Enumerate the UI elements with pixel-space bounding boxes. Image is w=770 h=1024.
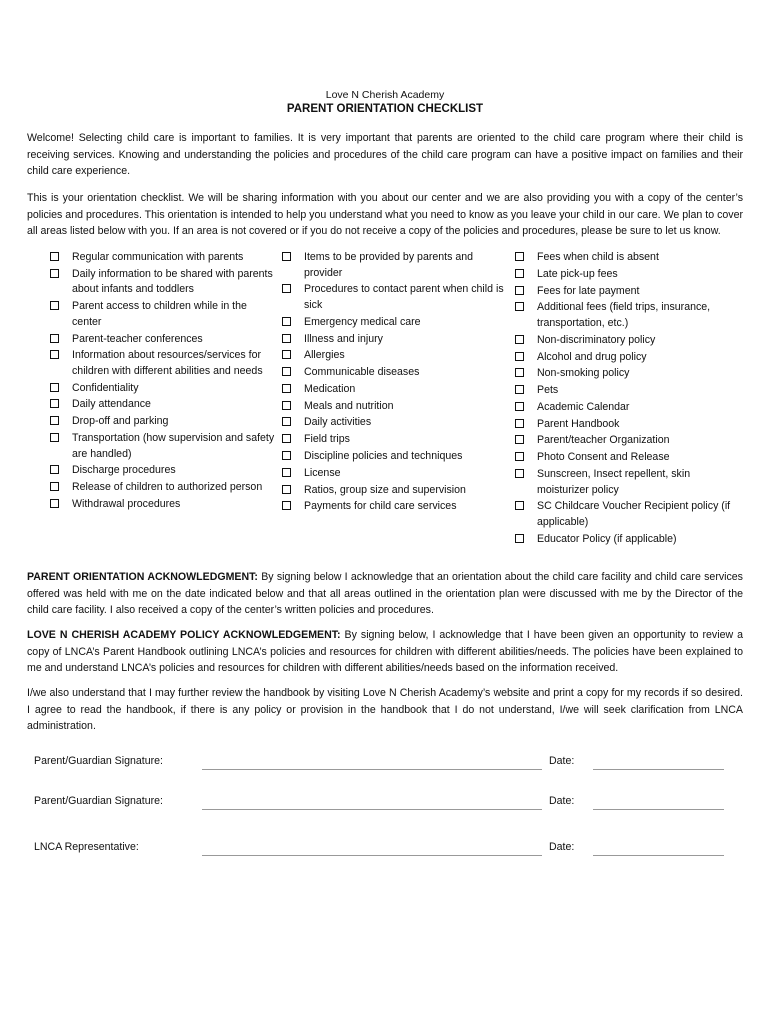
checklist-item[interactable] [282, 466, 507, 482]
orientation-acknowledgment [27, 569, 743, 619]
checklist-item[interactable] [282, 449, 507, 465]
checkbox[interactable] [515, 435, 524, 444]
checklist-item-label: Procedures to contact parent when child is sick [304, 283, 504, 311]
checklist-item-label: Payments for child care services [304, 500, 457, 513]
checkbox[interactable] [282, 367, 291, 376]
date-line[interactable] [593, 809, 724, 810]
checklist-item-label: Meals and nutrition [304, 399, 394, 412]
checklist-item-label: Communicable diseases [304, 366, 420, 379]
checklist-item-label: SC Childcare Voucher Recipient policy (if applicable) [537, 500, 731, 528]
checklist-item[interactable] [50, 332, 275, 348]
orientation-acknowledgment-text: By signing below I acknowledge that an orientation about the child care facility and child care services offered was held with me on the date indicated below and that all areas outlined in the orientation plan were discussed with me by the Director of the child care facility. I also received a copy of the center’s written policies and procedures. [27, 571, 743, 617]
checklist-item[interactable] [50, 299, 275, 330]
checkbox[interactable] [282, 451, 291, 460]
checklist-item-label: Withdrawal procedures [72, 497, 181, 510]
checkbox[interactable] [282, 350, 291, 359]
checkbox[interactable] [282, 485, 291, 494]
checkbox[interactable] [50, 433, 59, 442]
checkbox[interactable] [515, 252, 524, 261]
checkbox[interactable] [515, 452, 524, 461]
handbook-paragraph: I/we also understand that I may further review the handbook by visiting Love N Cherish Academy’s website and print a copy for my records if so desired. I agree to read the handbook, if there is any policy or provision in the handbook that I do not understand, I/we will seek clarification from LNCA administration. [27, 687, 743, 733]
date-label: Date: [549, 841, 575, 853]
checklist-item[interactable] [282, 315, 507, 331]
checklist-item[interactable] [50, 480, 275, 496]
checklist-intro-paragraph: This is your orientation checklist. We will be sharing information with you about our center and we are also providing you with a copy of the center’s policies and procedures. This orientation is intended to help you understand what you need to know as you leave your child in our care. We plan to cover all areas listed below with you. If an area is not covered or if you do not receive a copy of the policies and procedures, please be sure to let us know. [27, 192, 743, 238]
checkbox[interactable] [282, 468, 291, 477]
policy-acknowledgment [27, 627, 743, 677]
checklist-item-label: Late pick-up fees [537, 267, 618, 280]
checklist-item-label: Ratios, group size and supervision [304, 483, 466, 496]
checklist-item-label: Alcohol and drug policy [537, 350, 647, 363]
checklist-item[interactable] [282, 483, 507, 499]
checklist-item[interactable] [515, 433, 737, 449]
checklist-item-label: Illness and injury [304, 332, 383, 345]
checklist-item-label: Release of children to authorized person [72, 481, 263, 494]
checklist-item-label: Transportation (how supervision and safety are handled) [72, 432, 275, 460]
policy-acknowledgment-heading: LOVE N CHERISH ACADEMY POLICY ACKNOWLEDGEMENT: [27, 629, 341, 641]
checklist-item-label: Confidentiality [72, 381, 139, 394]
checkbox[interactable] [515, 469, 524, 478]
checkbox[interactable] [282, 317, 291, 326]
signature-row-parent-1 [34, 755, 734, 773]
signature-line[interactable] [202, 809, 542, 810]
checkbox[interactable] [50, 252, 59, 261]
checklist-item-label: Daily attendance [72, 398, 151, 411]
checklist-item-label: Regular communication with parents [72, 251, 244, 263]
checklist-item[interactable] [50, 463, 275, 479]
checklist-item[interactable] [515, 499, 737, 530]
checkbox[interactable] [515, 368, 524, 377]
checklist-column-2 [282, 250, 507, 516]
checkbox[interactable] [515, 302, 524, 311]
checkbox[interactable] [282, 417, 291, 426]
checklist-item[interactable] [515, 417, 737, 433]
checklist-item-label: Discharge procedures [72, 464, 176, 477]
checklist-item-label: Photo Consent and Release [537, 451, 670, 464]
checklist-item-label: Non-smoking policy [537, 367, 630, 380]
checklist-item[interactable] [282, 282, 507, 313]
checklist-item-label: Additional fees (field trips, insurance, transportation, etc.) [537, 301, 711, 329]
checklist-item-label: Allergies [304, 349, 345, 362]
checklist-item[interactable] [282, 399, 507, 415]
checklist-item[interactable] [515, 300, 737, 331]
checkbox[interactable] [50, 499, 59, 508]
checklist-column-3 [515, 250, 737, 549]
signature-label: LNCA Representative: [34, 841, 139, 853]
checklist-item-label: Medication [304, 382, 356, 395]
checklist-item-label: Fees when child is absent [537, 251, 659, 263]
checklist-item[interactable] [515, 267, 737, 283]
checkbox[interactable] [515, 352, 524, 361]
checklist-item[interactable] [515, 333, 737, 349]
checklist-item[interactable] [282, 332, 507, 348]
checkbox[interactable] [282, 501, 291, 510]
checklist-item[interactable] [515, 383, 737, 399]
checklist-item[interactable] [282, 250, 507, 281]
checklist-item[interactable] [515, 366, 737, 382]
signature-row-parent-2 [34, 795, 734, 813]
page-title: PARENT ORIENTATION CHECKLIST [286, 103, 484, 115]
checklist-item-label: Daily activities [304, 416, 372, 429]
policy-acknowledgment-text: By signing below, I acknowledge that I have been given an opportunity to review a copy of LNCA’s Parent Handbook outlining LNCA’s policies and resources for children with different abilities/needs. The policies have been explained to me and understand LNCA’s policies and resources for children with different abilities/needs based on the information received. [27, 629, 743, 675]
signature-line[interactable] [202, 769, 542, 770]
checkbox[interactable] [50, 301, 59, 310]
checkbox[interactable] [515, 286, 524, 295]
checklist-item-label: Daily information to be shared with parents about infants and toddlers [72, 267, 273, 296]
checklist-item-label: Parent access to children while in the center [72, 300, 247, 328]
checklist-item[interactable] [50, 431, 275, 462]
checkbox[interactable] [50, 399, 59, 408]
checklist-item[interactable] [50, 397, 275, 413]
checklist-item-label: Emergency medical care [304, 315, 421, 328]
checkbox[interactable] [282, 334, 291, 343]
checklist-item[interactable] [515, 450, 737, 466]
checklist-item[interactable] [50, 414, 275, 430]
checkbox[interactable] [515, 534, 524, 543]
checklist-item-label: Non-discriminatory policy [537, 333, 656, 346]
checklist-item-label: Educator Policy (if applicable) [537, 532, 677, 545]
checklist-item[interactable] [50, 267, 275, 298]
checkbox[interactable] [50, 482, 59, 491]
checklist-item[interactable] [282, 365, 507, 381]
signature-label: Parent/Guardian Signature: [34, 755, 163, 767]
checklist-item[interactable] [515, 250, 737, 266]
checklist-item[interactable] [282, 432, 507, 448]
checklist-item-label: Information about resources/services for children with different abilities and needs [72, 349, 263, 377]
checklist-item[interactable] [50, 348, 275, 379]
checkbox[interactable] [282, 284, 291, 293]
checklist-item[interactable] [515, 532, 737, 548]
checklist-item[interactable] [515, 467, 737, 498]
checklist-item-label: Parent Handbook [537, 417, 620, 430]
checklist-column-1 [50, 250, 275, 514]
checklist-item-label: Parent/teacher Organization [537, 434, 670, 447]
checklist-item-label: Sunscreen, Insect repellent, skin moisturizer policy [537, 467, 691, 496]
organization-name: Love N Cherish Academy [325, 89, 445, 101]
checklist-item[interactable] [282, 415, 507, 431]
signature-line[interactable] [202, 855, 542, 856]
checklist-item[interactable] [282, 499, 507, 515]
checklist-item[interactable] [515, 350, 737, 366]
checkbox[interactable] [50, 350, 59, 359]
checklist-item-label: Items to be provided by parents and provider [304, 251, 474, 279]
checkbox[interactable] [50, 383, 59, 392]
signature-row-representative [34, 841, 734, 859]
checklist-item[interactable] [515, 400, 737, 416]
checkbox[interactable] [50, 465, 59, 474]
checkbox[interactable] [282, 434, 291, 443]
checklist-item[interactable] [282, 382, 507, 398]
date-label: Date: [549, 795, 575, 807]
checkbox[interactable] [515, 501, 524, 510]
checkbox[interactable] [282, 401, 291, 410]
date-label: Date: [549, 755, 575, 767]
date-line[interactable] [593, 855, 724, 856]
checklist-item[interactable] [50, 381, 275, 397]
checklist-item-label: Parent-teacher conferences [72, 332, 203, 345]
checklist-item-label: Field trips [304, 433, 350, 446]
checklist-item[interactable] [515, 284, 737, 300]
date-line[interactable] [593, 769, 724, 770]
checklist-item[interactable] [50, 497, 275, 513]
orientation-acknowledgment-heading: PARENT ORIENTATION ACKNOWLEDGMENT: [27, 571, 258, 583]
checklist-item[interactable] [50, 250, 275, 266]
checkbox[interactable] [282, 384, 291, 393]
checkbox[interactable] [515, 335, 524, 344]
checklist-item-label: Academic Calendar [537, 400, 630, 413]
checklist-item[interactable] [282, 348, 507, 364]
checklist-item-label: Drop-off and parking [72, 415, 169, 428]
checkbox[interactable] [282, 252, 291, 261]
checkbox[interactable] [50, 334, 59, 343]
checkbox[interactable] [515, 402, 524, 411]
checklist-item-label: Pets [537, 384, 559, 397]
checklist-item-label: Fees for late payment [537, 284, 640, 297]
checklist-item-label: Discipline policies and techniques [304, 450, 463, 462]
welcome-paragraph: Welcome! Selecting child care is important to families. It is very important that parents are oriented to the child care program where their child is receiving services. Knowing and understanding the policies and procedures of the child care program can have a positive impact on families and their child care experience. [27, 132, 743, 178]
checkbox[interactable] [50, 269, 59, 278]
checkbox[interactable] [515, 385, 524, 394]
checklist-item-label: License [304, 466, 341, 479]
checkbox[interactable] [515, 269, 524, 278]
checkbox[interactable] [515, 419, 524, 428]
checkbox[interactable] [50, 416, 59, 425]
signature-label: Parent/Guardian Signature: [34, 795, 163, 807]
